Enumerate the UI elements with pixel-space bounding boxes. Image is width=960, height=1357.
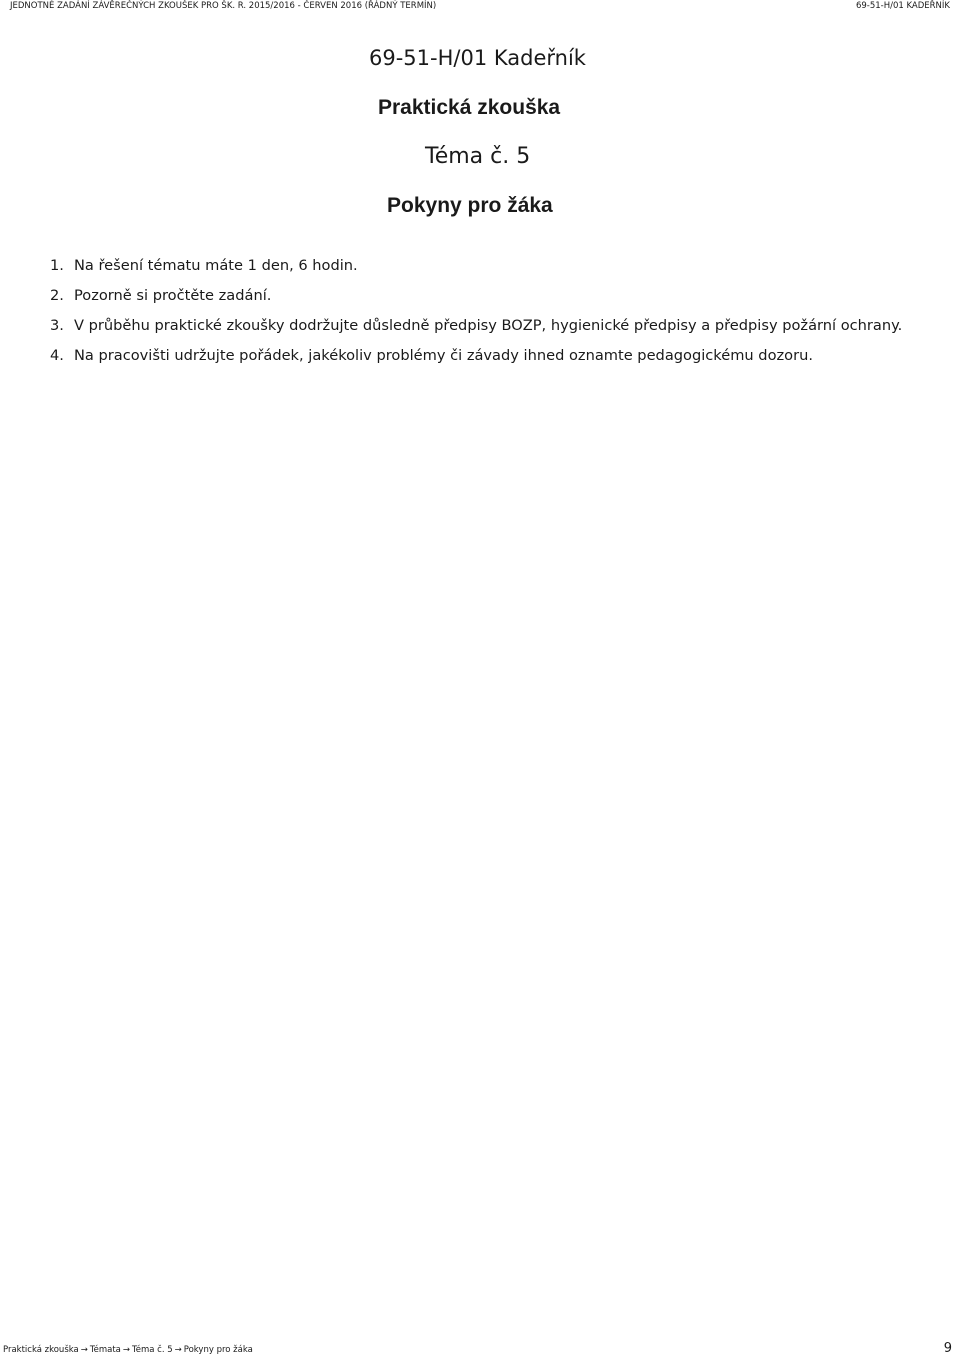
breadcrumb-item: Témata — [89, 1345, 121, 1355]
list-item — [50, 285, 930, 306]
instructions-list — [50, 255, 930, 375]
arrow-right-icon: → — [174, 1345, 182, 1355]
list-item-number: 2. — [50, 287, 64, 304]
field-title-text: 69-51-H/01 Kadeřník — [369, 46, 586, 70]
list-item — [50, 345, 930, 366]
breadcrumb-item: Pokyny pro žáka — [183, 1345, 253, 1355]
list-item-number: 1. — [50, 257, 64, 274]
running-header — [10, 1, 950, 15]
page-footer — [3, 1341, 952, 1355]
list-item-text: Na řešení tématu máte 1 den, 6 hodin. — [74, 257, 358, 274]
list-item-text: Pozorně si pročtěte zadání. — [74, 287, 272, 304]
arrow-right-icon: → — [122, 1345, 130, 1355]
breadcrumb-item: Téma č. 5 — [132, 1345, 173, 1355]
instructions-title-text: Pokyny pro žáka — [387, 194, 553, 217]
header-field-code: 69-51-H/01 KADEŘNÍK — [855, 1, 950, 11]
list-item-number: 4. — [50, 347, 64, 364]
page-number: 9 — [943, 1341, 952, 1356]
list-item-text: V průběhu praktické zkoušky dodržujte důsledně předpisy BOZP, hygienické předpisy a předpisy požární ochrany. — [74, 317, 903, 334]
arrow-right-icon: → — [80, 1345, 88, 1355]
breadcrumb — [3, 1345, 253, 1355]
exam-title-text: Praktická zkouška — [378, 96, 561, 119]
list-item — [50, 255, 930, 276]
breadcrumb-item: Praktická zkouška — [3, 1345, 79, 1355]
list-item — [50, 315, 930, 336]
theme-title-text: Téma č. 5 — [425, 144, 531, 169]
header-exam-info: JEDNOTNÉ ZADÁNÍ ZÁVĚREČNÝCH ZKOUŠEK PRO ŠK. R. 2015/2016 - ČERVEN 2016 (ŘÁDNÝ TERMÍN) — [10, 1, 437, 11]
list-item-text: Na pracovišti udržujte pořádek, jakékoliv problémy či závady ihned oznamte pedagogickému dozoru. — [74, 347, 813, 364]
list-item-number: 3. — [50, 317, 64, 334]
